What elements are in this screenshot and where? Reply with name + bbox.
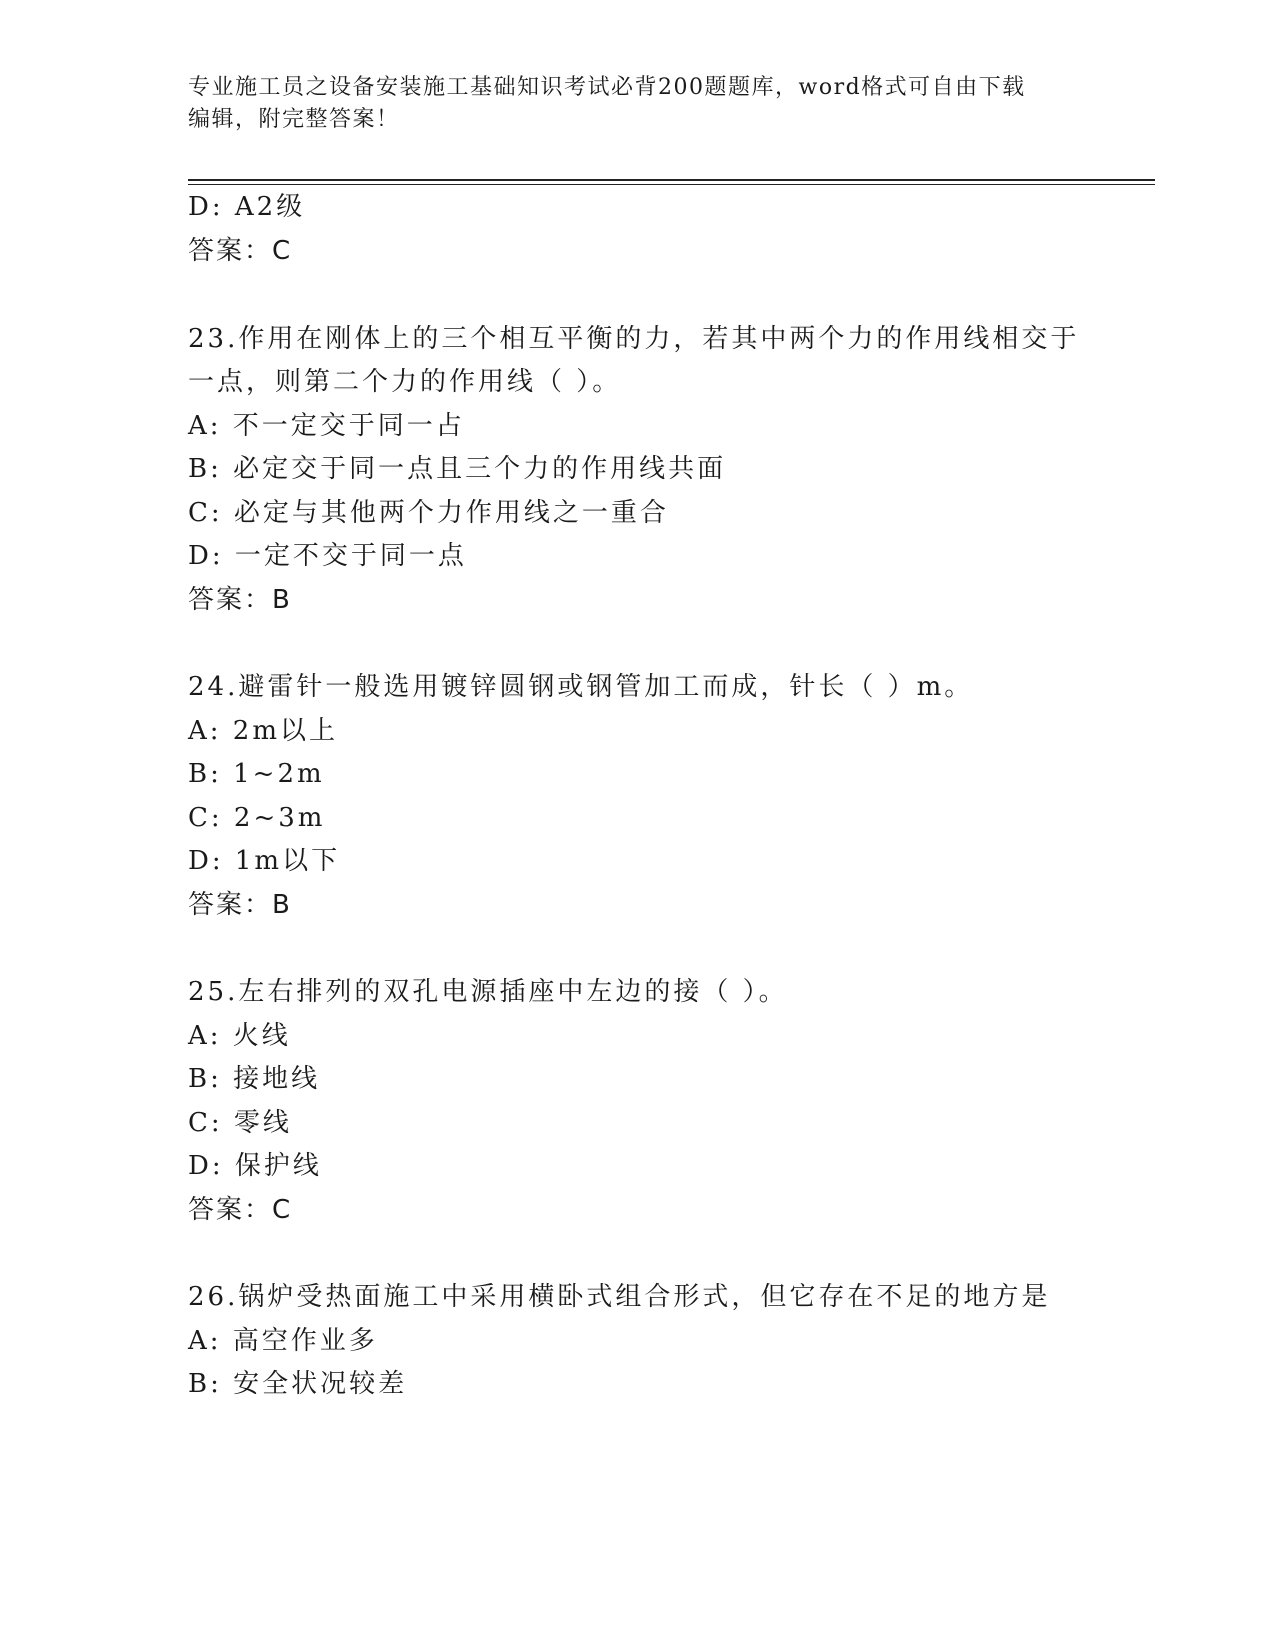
answer-text: 答案：C — [188, 1195, 293, 1225]
answer-text: 答案：B — [188, 890, 292, 920]
option-b: B: 安全状况较差 — [188, 1369, 408, 1399]
option-d: D: 1m以下 — [188, 846, 341, 876]
option-a: A: 2m以上 — [188, 716, 338, 746]
document-header — [188, 72, 1088, 136]
option-b: B: 接地线 — [188, 1064, 321, 1094]
option-a: A: 高空作业多 — [188, 1326, 378, 1356]
option-c: C: 必定与其他两个力作用线之一重合 — [188, 498, 669, 528]
question-stem: 26.锅炉受热面施工中采用横卧式组合形式，但它存在不足的地方是 — [188, 1282, 1051, 1312]
option-a: A: 不一定交于同一占 — [188, 411, 465, 441]
question-stem: 25.左右排列的双孔电源插座中左边的接（ ）。 — [188, 977, 788, 1007]
header-title-line1: 专业施工员之设备安装施工基础知识考试必背200题题库，word格式可自由下载 — [188, 75, 1026, 100]
option-d: D: 保护线 — [188, 1151, 322, 1181]
answer-text: 答案：B — [188, 585, 292, 615]
header-divider-thick — [188, 179, 1155, 181]
option-b: B: 必定交于同一点且三个力的作用线共面 — [188, 454, 727, 484]
option-c: C: 零线 — [188, 1108, 292, 1138]
header-divider-thin — [188, 184, 1155, 185]
question-stem-continued: 一点，则第二个力的作用线（ ）。 — [188, 367, 622, 397]
option-a: A: 火线 — [188, 1021, 291, 1051]
option-d: D: A2级 — [188, 192, 306, 222]
header-title-line2: 编辑，附完整答案！ — [188, 107, 400, 132]
answer-text: 答案：C — [188, 236, 293, 266]
option-c: C: 2~3m — [188, 803, 326, 833]
question-stem: 24.避雷针一般选用镀锌圆钢或钢管加工而成，针长（ ）m。 — [188, 672, 974, 702]
option-b: B: 1~2m — [188, 759, 325, 789]
option-d: D: 一定不交于同一点 — [188, 541, 467, 571]
question-stem: 23.作用在刚体上的三个相互平衡的力，若其中两个力的作用线相交于 — [188, 324, 1080, 354]
